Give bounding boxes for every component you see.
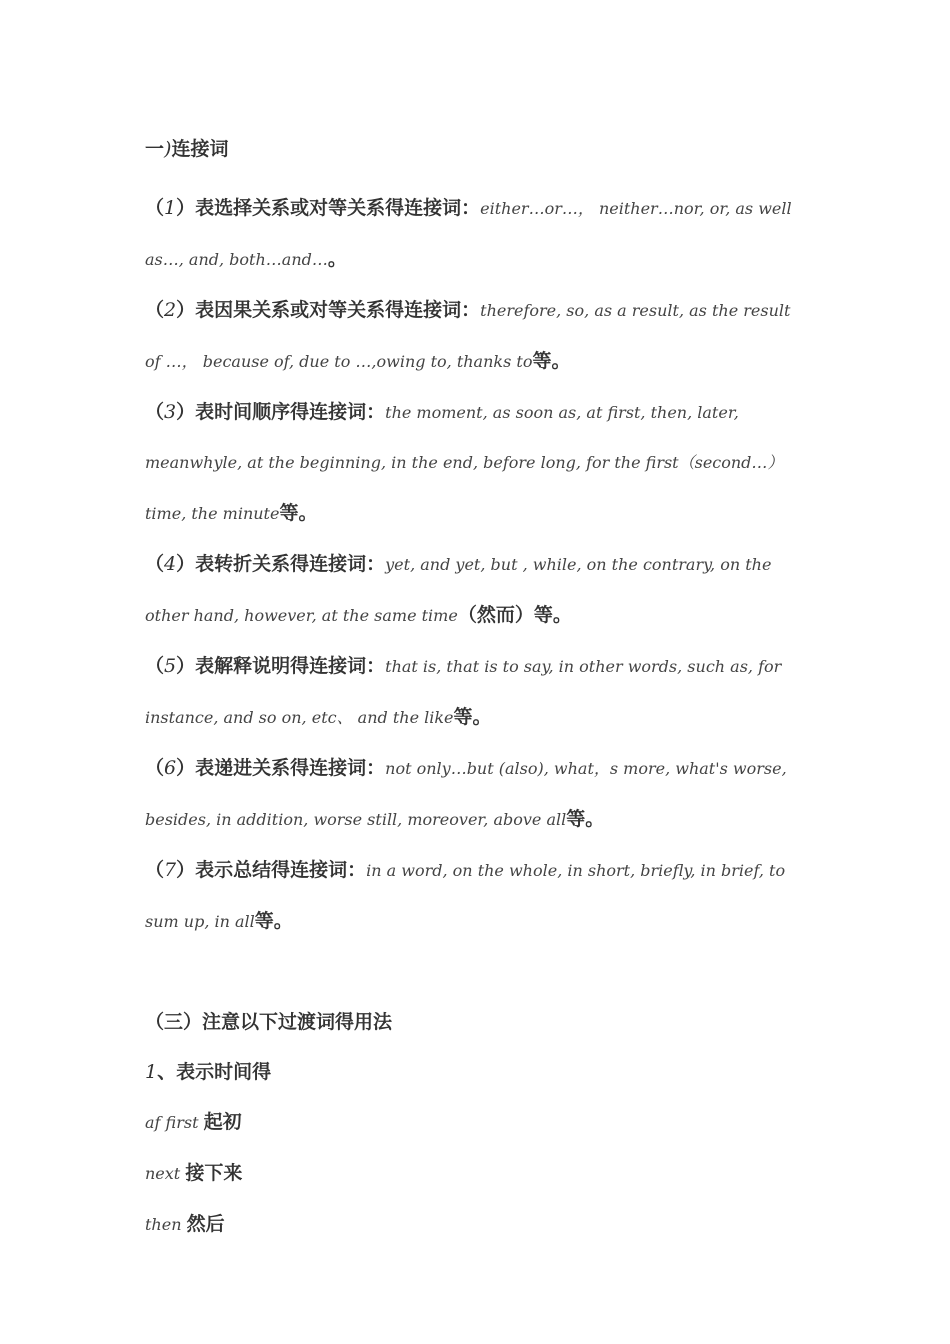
item-suffix: 等。 — [279, 502, 318, 524]
item-english: the moment, as soon as, at first, then, later, meanwhyle, at the beginning, in the end, before long, for the first（second…） time, the minute — [145, 403, 784, 523]
item-title: 表选择关系或对等关系得连接词： — [195, 197, 481, 219]
transition-word — [145, 1097, 810, 1148]
connector-item-2 — [145, 285, 810, 387]
subsection-title: 、表示时间得 — [157, 1061, 272, 1083]
item-title: 表示总结得连接词： — [195, 859, 367, 881]
item-number: 4 — [164, 553, 177, 575]
transition-word — [145, 1148, 810, 1199]
connector-item-4 — [145, 539, 810, 641]
connector-item-5 — [145, 641, 810, 743]
transition-word — [145, 1199, 810, 1250]
connector-item-1 — [145, 183, 810, 285]
item-suffix: 等。 — [532, 350, 571, 372]
item-english: either…or…， neither…nor, or, as well as…, and, both…and… — [145, 199, 792, 269]
section-heading — [145, 133, 810, 165]
item-suffix: 等。 — [254, 910, 293, 932]
item-title: 表因果关系或对等关系得连接词： — [195, 299, 481, 321]
item-number: 2 — [164, 299, 177, 321]
item-number: 1 — [164, 197, 177, 219]
item-label: （2）表因果关系或对等关系得连接词： — [145, 299, 481, 321]
item-number: 5 — [164, 655, 177, 677]
item-suffix: 。 — [327, 248, 347, 270]
word-english: af first — [145, 1113, 199, 1132]
item-label: （5）表解释说明得连接词： — [145, 655, 386, 677]
item-english: that is, that is to say, in other words, such as, for instance, and so on, etc、 and the like — [145, 657, 782, 727]
connector-item-7 — [145, 845, 810, 947]
section-title: （三）注意以下过渡词得用法 — [145, 1011, 393, 1033]
item-label: （3）表时间顺序得连接词： — [145, 401, 386, 423]
item-english: yet, and yet, but , while, on the contrary, on the other hand, however, at the same time — [145, 555, 772, 625]
item-label: （4）表转折关系得连接词： — [145, 553, 386, 575]
item-number: 3 — [164, 401, 177, 423]
item-number: 6 — [164, 757, 177, 779]
item-suffix: 等。 — [453, 706, 492, 728]
item-title: 表递进关系得连接词： — [195, 757, 386, 779]
item-number: 7 — [164, 859, 177, 881]
document-content — [145, 133, 810, 1250]
word-chinese: 起初 — [203, 1111, 242, 1133]
connector-item-3 — [145, 387, 810, 539]
heading-title: 连接词 — [171, 138, 229, 160]
word-chinese: 接下来 — [185, 1162, 243, 1184]
item-suffix: （然而）等。 — [457, 604, 572, 626]
item-title: 表解释说明得连接词： — [195, 655, 386, 677]
subsection-number: 1 — [145, 1061, 158, 1083]
heading-paren: ) — [164, 138, 172, 160]
item-label: （6）表递进关系得连接词： — [145, 757, 386, 779]
item-label: （1）表选择关系或对等关系得连接词： — [145, 197, 481, 219]
word-english: then — [145, 1215, 182, 1234]
connector-item-6 — [145, 743, 810, 845]
word-chinese: 然后 — [186, 1213, 225, 1235]
item-label: （7）表示总结得连接词： — [145, 859, 367, 881]
item-english: not only…but (also), what，s more, what's worse, besides, in addition, worse still, moreover, above all — [145, 759, 787, 829]
word-english: next — [145, 1164, 181, 1183]
spacer — [145, 947, 810, 997]
item-english: therefore, so, as a result, as the result of …， because of, due to …,owing to, thanks to — [145, 301, 791, 371]
item-english: in a word, on the whole, in short, briefly, in brief, to sum up, in all — [145, 861, 786, 931]
item-title: 表时间顺序得连接词： — [195, 401, 386, 423]
heading-prefix: 一 — [145, 138, 165, 160]
subsection-heading — [145, 1047, 810, 1097]
item-title: 表转折关系得连接词： — [195, 553, 386, 575]
item-suffix: 等。 — [566, 808, 605, 830]
